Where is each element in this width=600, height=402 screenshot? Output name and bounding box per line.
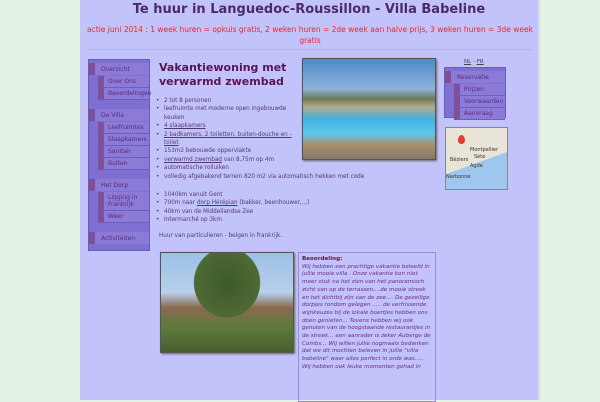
divider [88,49,532,50]
list-item: • 2 tot 8 personen [164,97,298,105]
list-item [164,122,298,130]
list-item: • 1040km vanuit Gent [164,191,374,199]
menu-aanvraag[interactable]: Aanvraag [454,108,505,120]
location-map[interactable]: Montpellier Béziers Sète Agde Narbonne [445,127,508,190]
pool-photo [302,58,436,160]
note-text: Huur van particulieren - belgen in frankrijk. [159,233,283,239]
right-menu [444,67,506,118]
list-item [164,131,298,148]
menu-weer[interactable]: Weer [98,211,149,223]
menu-over-ons[interactable]: Over Ons [98,76,149,88]
language-switch: NL - FR [464,59,484,65]
lang-fr[interactable]: FR [476,59,484,65]
site-title: Te huur in Languedoc-Roussillon - Villa Babeline [132,2,486,17]
left-menu [88,59,150,251]
menu-ligging[interactable]: Ligging in Frankrijk [98,192,149,211]
feature-list [164,97,365,181]
menu-het-dorp[interactable]: Het Dorp [89,179,149,191]
menu-prijzen[interactable]: Prijzen [454,84,505,96]
menu-activiteiten[interactable]: Activiteiten [89,232,149,244]
slaapkamers-link[interactable]: 4 slaapkamers [164,123,206,130]
list-item: • volledig afgebakend terrein 820 m2 via automatisch hekken met code [164,173,298,181]
review-text: Wij hebben een prachtige vakantie beleefd in jullie mooie villa . Onze vakantie kon niet meer stuk na het zien van het panoramisch zicht van op de terrassen....de mooie streek en het dichtbij zijn van de zee.... De gezellige dorpjes rondom gelegen ..... de verfrissende wijnkeuzes bij de lokale boertjes hebben ons doen genieten... Tevens hebben wij ook genoten van de hoogstaande restaurantjes in de streek... een aanrader is zeker Auberge de Combs... Wij willen jullie nogmaals bedanken dat we dit mochten beleven in jullie "villa babeline" waar alles perfect in orde was..... Wij hebben ook leuke momenten gehad in [302,263,431,370]
villa-photo [160,252,294,353]
menu-voorwaarden[interactable]: Voorwaarden [454,96,505,108]
list-item: • automatische rolluiken [164,164,298,172]
list-item: • 40km van de Middellandse Zee [164,208,374,216]
menu-beoordelingen[interactable]: Beoordelingen [98,88,149,100]
page-heading: Vakantiewoning met verwarmd zwembad [159,61,287,88]
page [80,0,540,400]
review-box [298,252,436,402]
review-title: Beoordeling: [302,256,343,262]
menu-slaapkamers[interactable]: Slaapkamers [98,134,149,146]
menu-reservatie[interactable]: Reservatie [445,71,505,83]
menu-buiten[interactable]: Buiten [98,158,149,170]
promo-banner: actie juni 2014 : 1 week huren = opkuis gratis, 2 weken huren = 2de week aan halve prijs, 3 weken huren = 3de week gratis [87,25,533,45]
lang-nl[interactable]: NL [464,59,472,65]
map-pin-icon [458,135,465,144]
list-item: • 700m naar dorp Hérépian (bakker, beenhouwer,...) [164,199,374,207]
list-item: • verwarmd zwembad van 8,75m op 4m [164,156,298,164]
dorp-link[interactable]: dorp Hérépian [196,200,238,207]
list-item: • Intermarché op 3km [164,216,374,224]
sanitair-link[interactable]: 2 badkamers, 2 toiletten, buiten-douche en -toilet [164,131,292,147]
location-list [164,191,374,225]
menu-de-villa[interactable]: De Villa [89,109,149,121]
list-item: • 153m2 bebouwde oppervlakte [164,147,298,155]
zwembad-link[interactable]: verwarmd zwembad [164,156,222,163]
menu-sanitair[interactable]: Sanitair [98,146,149,158]
menu-leefruimtes[interactable]: Leefruimtes [98,122,149,134]
list-item: • leefruimte met moderne open ingebouwde keuken [164,105,298,122]
menu-overzicht[interactable]: Overzicht [89,63,149,75]
